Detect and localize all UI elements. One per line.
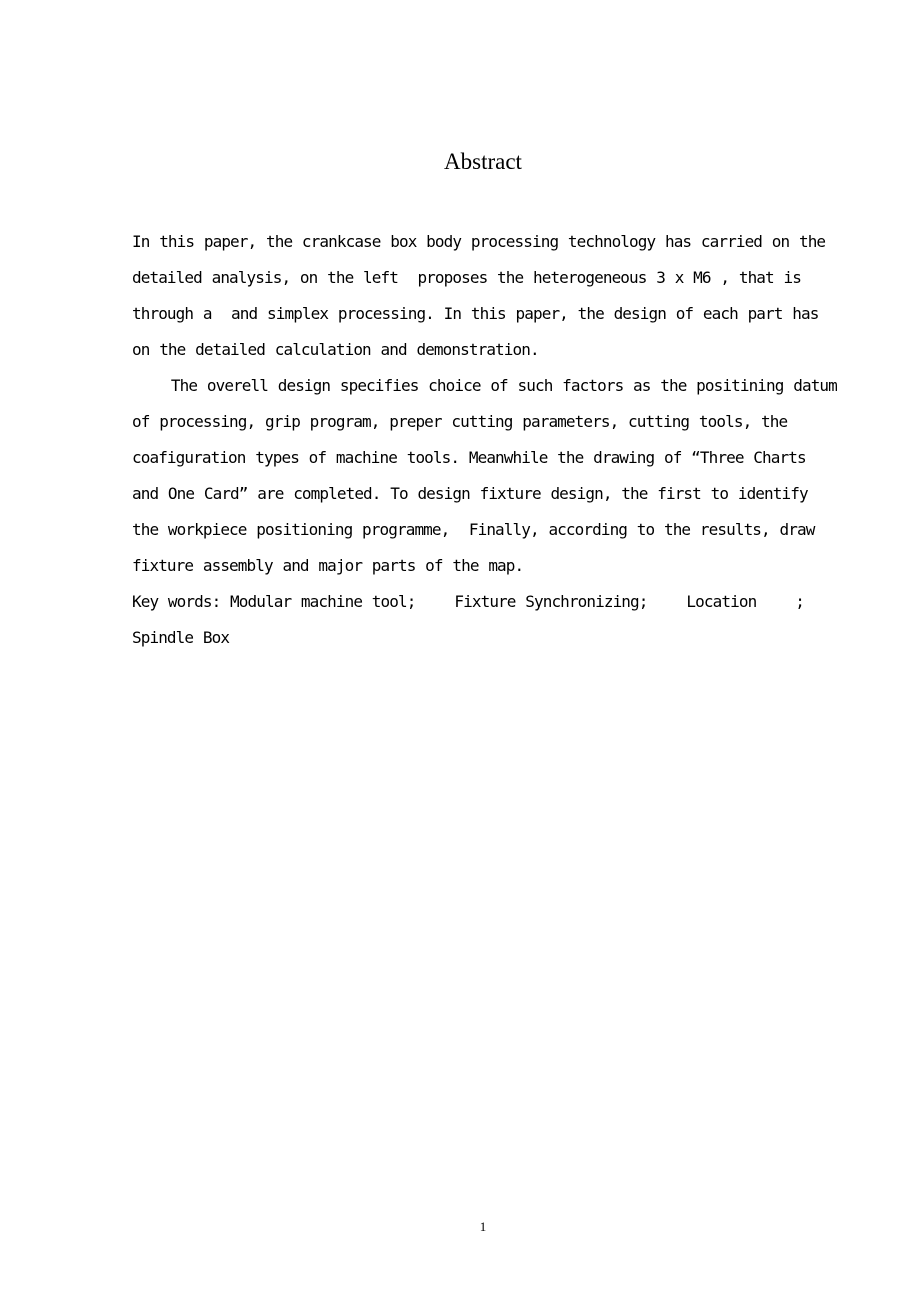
abstract-line: coafiguration types of machine tools. Meanwhile the drawing of “Three Charts <box>132 448 806 467</box>
keywords-line: Spindle Box <box>132 628 230 647</box>
abstract-title: Abstract <box>444 149 522 174</box>
keywords-line: Key words: Modular machine tool; Fixture Synchronizing; Location ; <box>132 592 804 611</box>
abstract-line: and One Card” are completed. To design fixture design, the first to identify <box>132 484 808 503</box>
abstract-body <box>132 224 862 656</box>
abstract-line: The overell design specifies choice of such factors as the positining datum <box>132 376 837 395</box>
page-number: 1 <box>479 1219 487 1234</box>
abstract-line: on the detailed calculation and demonstration. <box>132 340 539 359</box>
abstract-line: fixture assembly and major parts of the map. <box>132 556 524 575</box>
abstract-line: detailed analysis, on the left proposes the heterogeneous 3 x M6 , that is <box>132 268 801 287</box>
abstract-line: In this paper, the crankcase box body processing technology has carried on the <box>132 232 826 251</box>
abstract-line: through a and simplex processing. In this paper, the design of each part has <box>132 304 819 323</box>
abstract-line: of processing, grip program, preper cutting parameters, cutting tools, the <box>132 412 788 431</box>
abstract-line: the workpiece positioning programme, Finally, according to the results, draw <box>132 520 815 539</box>
